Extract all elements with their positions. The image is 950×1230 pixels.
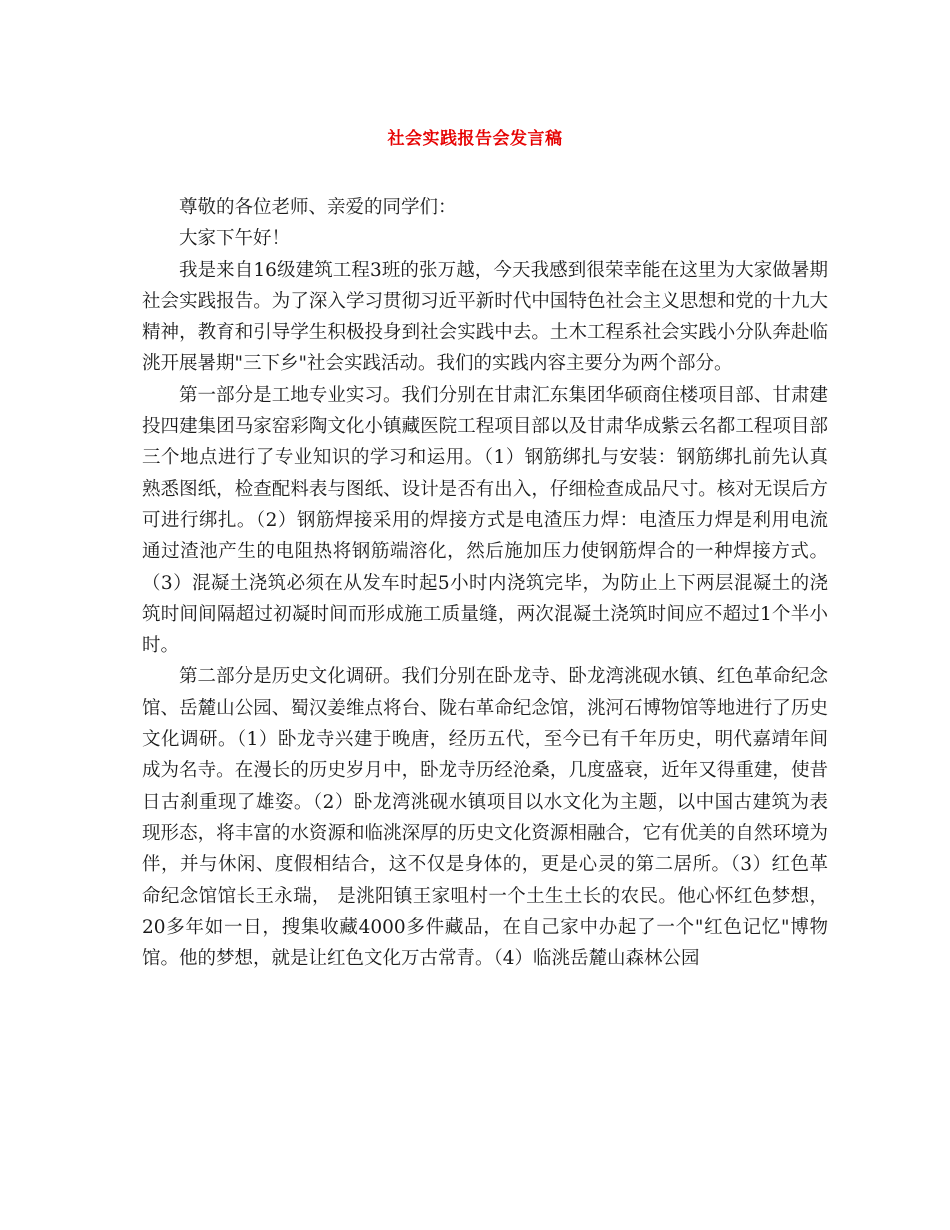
salutation-paragraph: 尊敬的各位老师、亲爱的同学们： [179, 197, 457, 218]
document-body [142, 192, 828, 974]
part-one-paragraph: 第一部分是工地专业实习。我们分别在甘肃汇东集团华硕商住楼项目部、甘肃建投四建集团马家窑彩陶文化小镇藏医院工程项目部以及甘肃华成紫云名都工程项目部三个地点进行了专业知识的学习和运用。（1）钢筋绑扎与安装：钢筋绑扎前先认真熟悉图纸，检查配料表与图纸、设计是否有出入，仔细检查成品尺寸。核对无误后方可进行绑扎。（2）钢筋焊接采用的焊接方式是电渣压力焊：电渣压力焊是利用电流通过渣池产生的电阻热将钢筋端溶化，然后施加压力使钢筋焊合的一种焊接方式。（3）混凝土浇筑必须在从发车时起5小时内浇筑完毕，为防止上下两层混凝土的浇筑时间间隔超过初凝时间而形成施工质量缝，两次混凝土浇筑时间应不超过1个半小时。 [142, 384, 828, 657]
part-two-paragraph: 第二部分是历史文化调研。我们分别在卧龙寺、卧龙湾洮砚水镇、红色革命纪念馆、岳麓山公园、蜀汉姜维点将台、陇右革命纪念馆，洮河石博物馆等地进行了历史文化调研。（1）卧龙寺兴建于晚唐，经历五代，至今已有千年历史，明代嘉靖年间成为名寺。在漫长的历史岁月中，卧龙寺历经沧桑，几度盛衰，近年又得重建，使昔日古刹重现了雄姿。（2）卧龙湾洮砚水镇项目以水文化为主题，以中国古建筑为表现形态，将丰富的水资源和临洮深厚的历史文化资源相融合，它有优美的自然环境为伴，并与休闲、度假相结合，这不仅是身体的，更是心灵的第二居所。（3）红色革命纪念馆馆长王永瑞， 是洮阳镇王家咀村一个土生土长的农民。他心怀红色梦想，20多年如一日，搜集收藏4000多件藏品，在自己家中办起了一个"红色记忆"博物馆。他的梦想，就是让红色文化万古常青。（4）临洮岳麓山森林公园 [142, 666, 828, 970]
greeting-paragraph: 大家下午好！ [179, 228, 291, 250]
intro-paragraph: 我是来自16级建筑工程3班的张万越，今天我感到很荣幸能在这里为大家做暑期社会实践报告。为了深入学习贯彻习近平新时代中国特色社会主义思想和党的十九大精神，教育和引导学生积极投身到社会实践中去。土木工程系社会实践小分队奔赴临洮开展暑期"三下乡"社会实践活动。我们的实践内容主要分为两个部分。 [142, 259, 828, 375]
document-title: 社会实践报告会发言稿 [387, 129, 563, 149]
